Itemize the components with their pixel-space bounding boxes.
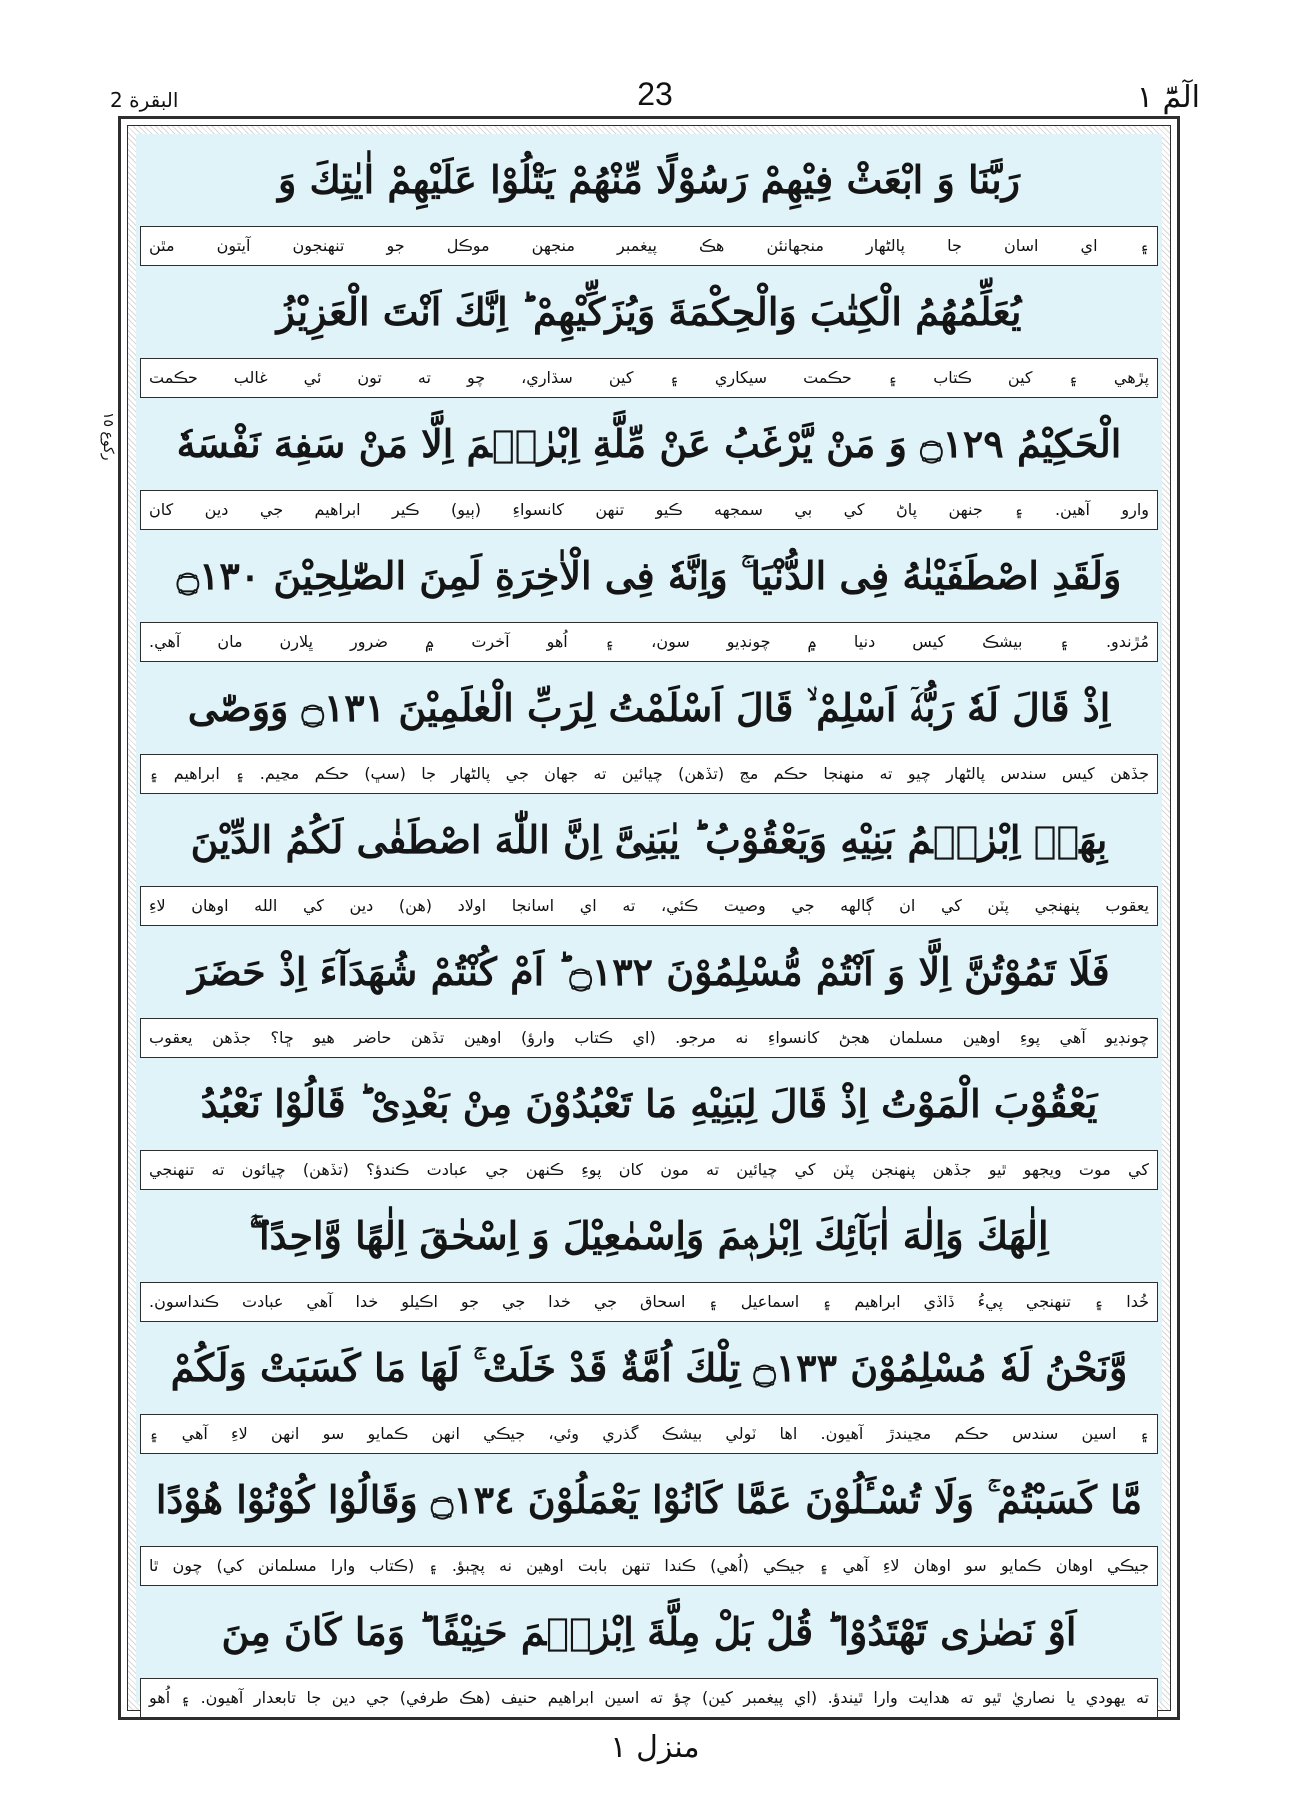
arabic-line: وَلَقَدِ اصْطَفَيْنٰهُ فِى الدُّنْيَا ۚ وَاِنَّهٗ فِى الْاٰخِرَةِ لَمِنَ الصّٰلِحِيْنَ ۝١٣٠ bbox=[176, 553, 1122, 598]
arabic-line: رَبَّنَا وَ ابْعَثْ فِيْهِمْ رَسُوْلًا مِّنْهُمْ يَتْلُوْا عَلَيْهِمْ اٰيٰتِكَ وَ bbox=[277, 157, 1021, 202]
translation-line: ۽ اسين سندس حڪم مڃيندڙ آهيون. اها ٽولي بيشڪ گذري وئي، جيڪي انهن ڪمايو سو انهن لاءِ آهي ۽ bbox=[140, 1414, 1158, 1454]
ruku-marker: ركوع ١٥ bbox=[100, 412, 116, 461]
translation-line: مُڙندو. ۽ بيشڪ کيس دنيا ۾ چونڊيو سون، ۽ اُهو آخرت ۾ ضرور ڀلارن مان آهي. bbox=[140, 622, 1158, 662]
decorative-border bbox=[127, 125, 1171, 1711]
translation-line: چونڊيو آهي پوءِ اوهين مسلمان هجڻ کانسواءِ نه مرجو. (اي ڪتاب وارؤ) اوهين تڏهن حاضر هيو ڇا؟ جڏهن يعقوب bbox=[140, 1018, 1158, 1058]
arabic-line: مَّا كَسَبْتُمْ ۚ وَلَا تُسْـَٔلُوْنَ عَمَّا كَانُوْا يَعْمَلُوْنَ ۝١٣٤ وَقَالُوْا كُوْنُوْا هُوْدًا bbox=[155, 1477, 1143, 1522]
arabic-line: اِذْ قَالَ لَهٗ رَبُّهٗۤ اَسْلِمْ ۙ قَالَ اَسْلَمْتُ لِرَبِّ الْعٰلَمِيْنَ ۝١٣١ وَوَصّٰى bbox=[187, 685, 1111, 730]
verse-area bbox=[136, 134, 1162, 1707]
surah-name: البقرة 2 bbox=[110, 88, 179, 112]
page-frame bbox=[118, 116, 1180, 1720]
arabic-line: فَلَا تَمُوْتُنَّ اِلَّا وَ اَنْتُمْ مُّسْلِمُوْنَ ۝١٣٢ ؕ اَمْ كُنْتُمْ شُهَدَآءَ اِذْ حَضَرَ bbox=[188, 949, 1110, 994]
page-number: 23 bbox=[637, 76, 673, 112]
juz-name: الٓمّٓ ١ bbox=[1136, 80, 1200, 115]
translation-line: جيڪي اوهان ڪمايو سو اوهان لاءِ آهي ۽ جيڪي (اُهي) ڪندا تنهن بابت اوهين نه پڇبؤ. ۽ (ڪتاب وارا مسلمانن کي) چون ٿا bbox=[140, 1546, 1158, 1586]
translation-line: ته يهودي يا نصاريٰ ٿيو ته هدايت وارا ٿيندؤ. (اي پيغمبر کين) چؤ ته اسين ابراهيم حنيف (هڪ طرفي) جي دين جا تابعدار آهيون. ۽ اُهو bbox=[140, 1678, 1158, 1718]
arabic-line: يَعْقُوْبَ الْمَوْتُ اِذْ قَالَ لِبَنِيْهِ مَا تَعْبُدُوْنَ مِنْ بَعْدِىْ ؕ قَالُوْا نَعْبُدُ bbox=[200, 1081, 1098, 1126]
arabic-line: اَوْ نَصٰرٰى تَهْتَدُوْا ؕ قُلْ بَلْ مِلَّةَ اِبْرٰهٖمَ حَنِيْفًا ؕ وَمَا كَانَ مِنَ bbox=[221, 1609, 1077, 1654]
arabic-line: اِلٰهَكَ وَاِلٰهَ اٰبَآئِكَ اِبْرٰهٖمَ وَاِسْمٰعِيْلَ وَ اِسْحٰقَ اِلٰهًا وَّاحِدًا ۚۖ bbox=[249, 1213, 1049, 1258]
arabic-line: بِهَاۤ اِبْرٰهٖمُ بَنِيْهِ وَيَعْقُوْبُ ؕ يٰبَنِىَّ اِنَّ اللّٰهَ اصْطَفٰى لَكُمُ الدِّيْنَ bbox=[190, 817, 1108, 862]
translation-line: پڙهي ۽ کين ڪتاب ۽ حڪمت سيکاري ۽ کين سڌاري، چو ته تون ئي غالب حڪمت bbox=[140, 358, 1158, 398]
translation-line: کي موت ويجهو ٿيو جڏهن پنهنجن پٽن کي چيائين ته مون کان پوءِ ڪنهن جي عبادت ڪندؤ؟ (تڏهن) چيائون ته تنهنجي bbox=[140, 1150, 1158, 1190]
translation-line: وارو آهين. ۽ جنهن پاڻ کي بي سمجهه ڪيو تنهن کانسواءِ (ٻيو) ڪير ابراهيم جي دين کان bbox=[140, 490, 1158, 530]
translation-line: جڏهن کيس سندس پالڻهار چيو ته منهنجا حڪم مڃ (تڏهن) چيائين ته جهان جي پالڻهار جا (سڀ) حڪم مڃيم. ۽ ابراهيم ۽ bbox=[140, 754, 1158, 794]
translation-line: ۽ اي اسان جا پالڻهار منجهانئن هڪ پيغمبر منجهن موڪل جو تنهنجون آيتون مٿن bbox=[140, 226, 1158, 266]
translation-line: يعقوب پنهنجي پٽن کي ان ڳالهه جي وصيت ڪئي، ته اي اسانجا اولاد (هن) دين کي الله اوهان لاءِ bbox=[140, 886, 1158, 926]
translation-line: خُدا ۽ تنهنجي پيءُ ڏاڏي ابراهيم ۽ اسماعيل ۽ اسحاق جي خدا جي جو اڪيلو خدا آهي عبادت ڪنداسون. bbox=[140, 1282, 1158, 1322]
arabic-line: وَّنَحْنُ لَهٗ مُسْلِمُوْنَ ۝١٣٣ تِلْكَ اُمَّةٌ قَدْ خَلَتْ ۚ لَهَا مَا كَسَبَتْ وَلَكُمْ bbox=[170, 1345, 1128, 1390]
arabic-line: الْحَكِيْمُ ۝١٢٩ وَ مَنْ يَّرْغَبُ عَنْ مِّلَّةِ اِبْرٰهٖمَ اِلَّا مَنْ سَفِهَ نَفْسَهٗ bbox=[176, 421, 1122, 466]
arabic-line: يُعَلِّمُهُمُ الْكِتٰبَ وَالْحِكْمَةَ وَيُزَكِّيْهِمْ ؕ اِنَّكَ اَنْتَ الْعَزِيْزُ bbox=[276, 289, 1022, 334]
manzil-label: منزل ١ bbox=[610, 1730, 700, 1765]
